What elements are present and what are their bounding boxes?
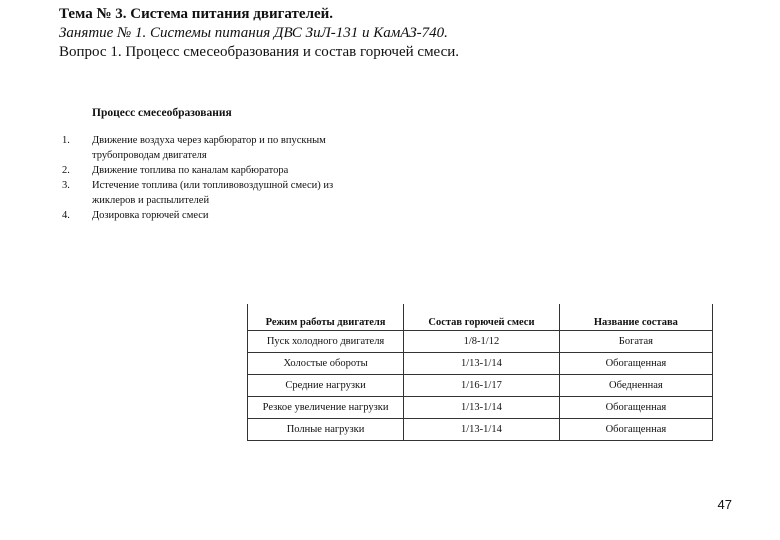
cell-engine-mode: Средние нагрузки bbox=[248, 375, 404, 397]
cell-mixture-name: Обогащенная bbox=[559, 419, 712, 441]
column-header-mixture-ratio: Состав горючей смеси bbox=[404, 304, 560, 331]
list-item bbox=[62, 133, 342, 163]
cell-engine-mode: Пуск холодного двигателя bbox=[248, 331, 404, 353]
list-item-text: Движение топлива по каналам карбюратора bbox=[92, 165, 289, 176]
list-item-number: 3. bbox=[62, 180, 70, 191]
section-heading: Процесс смесеобразования bbox=[92, 107, 232, 119]
cell-mixture-ratio: 1/13-1/14 bbox=[404, 419, 560, 441]
column-header-mixture-name: Название состава bbox=[559, 304, 712, 331]
cell-mixture-name: Обогащенная bbox=[559, 353, 712, 375]
lesson-title: Занятие № 1. Системы питания ДВС ЗиЛ-131 и КамАЗ-740. bbox=[59, 25, 448, 41]
cell-engine-mode: Резкое увеличение нагрузки bbox=[248, 397, 404, 419]
list-item bbox=[62, 163, 342, 178]
cell-mixture-ratio: 1/16-1/17 bbox=[404, 375, 560, 397]
cell-mixture-name: Обогащенная bbox=[559, 397, 712, 419]
list-item bbox=[62, 178, 342, 208]
table-row bbox=[248, 397, 713, 419]
cell-mixture-ratio: 1/13-1/14 bbox=[404, 353, 560, 375]
cell-mixture-name: Обедненная bbox=[559, 375, 712, 397]
page-number: 47 bbox=[717, 497, 732, 512]
cell-engine-mode: Холостые обороты bbox=[248, 353, 404, 375]
list-item-text: Дозировка горючей смеси bbox=[92, 210, 209, 221]
topic-title: Тема № 3. Система питания двигателей. bbox=[59, 6, 334, 22]
list-item-number: 4. bbox=[62, 210, 70, 221]
table-header-row bbox=[248, 304, 713, 331]
cell-mixture-name: Богатая bbox=[559, 331, 712, 353]
table-row bbox=[248, 375, 713, 397]
table-row bbox=[248, 331, 713, 353]
list-item-text: Движение воздуха через карбюратор и по впускным трубопроводам двигателя bbox=[92, 135, 326, 161]
list-item-number: 1. bbox=[62, 135, 70, 146]
list-item bbox=[62, 208, 342, 223]
cell-mixture-ratio: 1/8-1/12 bbox=[404, 331, 560, 353]
question-title: Вопрос 1. Процесс смесеобразования и состав горючей смеси. bbox=[59, 44, 460, 60]
cell-engine-mode: Полные нагрузки bbox=[248, 419, 404, 441]
process-steps-list bbox=[62, 133, 342, 223]
list-item-text: Истечение топлива (или топливовоздушной смеси) из жиклеров и распылителей bbox=[92, 180, 334, 206]
column-header-engine-mode: Режим работы двигателя bbox=[248, 304, 404, 331]
list-item-number: 2. bbox=[62, 165, 70, 176]
table-row bbox=[248, 419, 713, 441]
cell-mixture-ratio: 1/13-1/14 bbox=[404, 397, 560, 419]
mixture-composition-table bbox=[247, 304, 713, 441]
table-row bbox=[248, 353, 713, 375]
